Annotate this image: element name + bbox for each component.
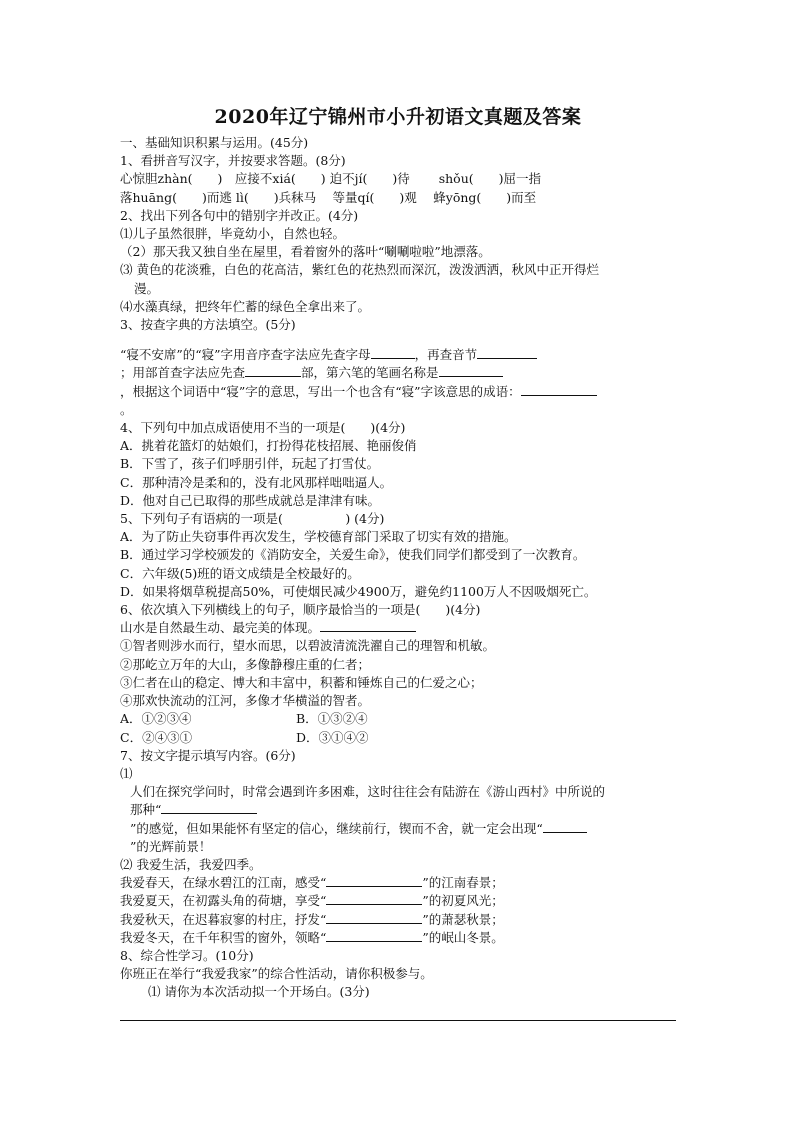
q5-option-b: B．通过学习学校颁发的《消防安全，关爱生命》，使我们同学们都受到了一次教育。 <box>120 547 586 563</box>
pinyin-line-1: 心惊胆zhàn( ) 应接不xiá( ) 迫不jí( )待 shǒu( )屈一指 <box>120 171 542 187</box>
q3-text: 部，第六笔的笔画名称是 <box>301 365 439 381</box>
q8-intro: 你班正在举行“我爱我家”的综合性活动，请你积极参与。 <box>120 966 433 982</box>
q7-text: ”的江南春景； <box>422 875 504 891</box>
q3-text: ，根据这个词语中“寝”字的意思，写出一个也含有“寝”字该意思的成语： <box>120 383 521 399</box>
q7-text: ”的初夏风光； <box>422 893 504 909</box>
q7-text: ”的感觉，但如果能怀有坚定的信心，继续前行，锲而不舍，就一定会出现“ <box>130 820 543 836</box>
q5-option-a: A．为了防止失窃事件再次发生，学校德育部门采取了切实有效的措施。 <box>120 529 517 545</box>
q3-line-3 <box>120 383 676 401</box>
q7-text: ”的岷山冬景。 <box>422 929 504 945</box>
q3-line-1 <box>120 346 676 364</box>
q5-option-d: D．如果将烟草税提高50%，可使烟民减少4900万，避免约1100万人不因吸烟死亡。 <box>120 583 597 599</box>
q4-option-a: A．挑着花篮灯的姑娘们，打扮得花枝招展、艳丽俊俏 <box>120 438 417 454</box>
q7-part-1-line-3 <box>120 820 676 838</box>
question-8-heading: 8、综合性学习。(10分) <box>120 947 254 963</box>
q6-sentence-3: ③仁者在山的稳定、博大和丰富中，积蓄和锤炼自己的仁爱之心； <box>120 674 483 690</box>
answer-blank[interactable] <box>371 346 415 359</box>
q7-text: 那种“ <box>130 802 162 818</box>
section-heading: 一、基础知识积累与运用。(45分) <box>120 135 309 150</box>
q6-sentence-4: ④那欢快流动的江河，多像才华横溢的智者。 <box>120 693 371 709</box>
answer-blank[interactable] <box>521 383 597 396</box>
question-7-heading: 7、按文字提示填写内容。(6分) <box>120 747 296 763</box>
answer-blank[interactable] <box>326 929 422 942</box>
q7-text: 我爱冬天，在千年积雪的窗外，领略“ <box>120 929 327 945</box>
q6-option-a: A．①②③④ <box>120 711 192 727</box>
q7-winter-line <box>120 929 676 947</box>
pinyin-line-2: 落huāng( )而逃 lì( )兵秣马 等量qí( )观 蜂yōng( )而至 <box>120 189 537 205</box>
question-3-heading: 3、按查字典的方法填空。(5分) <box>120 317 296 333</box>
q6-lead-text: 山水是自然最生动、最完美的体现。 <box>120 620 321 636</box>
answer-blank[interactable] <box>320 619 416 632</box>
spacer <box>120 334 676 346</box>
q6-options-row-2 <box>120 729 676 747</box>
q4-option-b: B．下雪了，孩子们呼朋引伴，玩起了打雪仗。 <box>120 456 380 472</box>
q7-text: 我爱夏天，在初露头角的荷塘，享受“ <box>120 893 327 909</box>
q6-option-d: D．③①④② <box>296 729 369 745</box>
q4-option-d: D．他对自己已取得的那些成就总是津津有味。 <box>120 492 381 508</box>
q7-text: 我爱秋天，在迟暮寂寥的村庄，抒发“ <box>120 911 327 927</box>
question-5-heading: 5、下列句子有语病的一项是( ) (4分) <box>120 511 385 527</box>
answer-blank[interactable] <box>326 911 422 924</box>
q8-subquestion-1: ⑴ 请你为本次活动拟一个开场白。(3分) <box>148 984 370 1000</box>
question-1-heading: 1、看拼音写汉字，并按要求答题。(8分) <box>120 153 346 169</box>
document-page <box>120 104 676 1021</box>
q2-item-3: ⑶ 黄色的花淡雅，白色的花高洁，紫红色的花热烈而深沉，泼泼洒洒，秋风中正开得烂 <box>120 262 599 278</box>
q7-spring-line <box>120 874 676 892</box>
q7-autumn-line <box>120 911 676 929</box>
question-2-heading: 2、找出下列各句中的错别字并改正。(4分) <box>120 207 359 223</box>
question-6-heading: 6、依次填入下列横线上的句子，顺序最恰当的一项是( )(4分) <box>120 602 481 618</box>
q6-option-c: C．②④③① <box>120 729 193 745</box>
q5-option-c: C．六年级(5)班的语文成绩是全校最好的。 <box>120 565 360 581</box>
q7-text: ”的萧瑟秋景； <box>422 911 504 927</box>
q6-sentence-2: ②那屹立万年的大山，多像静穆庄重的仁者； <box>120 656 371 672</box>
q2-item-1: ⑴儿子虽然很胖，毕竟幼小，自然也轻。 <box>120 226 346 242</box>
answer-blank[interactable] <box>245 364 301 377</box>
answer-blank[interactable] <box>326 892 422 905</box>
answer-blank[interactable] <box>326 874 422 887</box>
q7-part-2-heading: ⑵ 我爱生活，我爱四季。 <box>120 856 262 872</box>
q3-text: “寝不安席”的“寝”字用音序查字法应先查字母 <box>120 347 371 363</box>
q2-item-2: （2）那天我又独自坐在屋里，看着窗外的落叶“唰唰啦啦”地漂落。 <box>120 244 491 260</box>
answer-line[interactable] <box>120 1006 676 1021</box>
q3-line-4: 。 <box>120 401 133 417</box>
answer-blank[interactable] <box>439 364 503 377</box>
page-title: 2020年辽宁锦州市小升初语文真题及答案 <box>214 106 582 128</box>
q7-part-1-line-4: ”的光辉前景！ <box>130 838 212 854</box>
q6-options-row-1 <box>120 710 676 728</box>
answer-blank[interactable] <box>161 801 257 814</box>
q7-part-1-line-1: 人们在探究学问时，时常会遇到许多困难，这时往往会有陆游在《游山西村》中所说的 <box>130 784 606 800</box>
answer-blank[interactable] <box>543 820 587 833</box>
q3-text: ；用部首查字法应先查 <box>120 365 246 381</box>
q7-text: 我爱春天，在绿水碧江的江南，感受“ <box>120 875 327 891</box>
q6-option-b: B．①③②④ <box>296 711 368 727</box>
q6-lead <box>120 619 676 637</box>
q3-line-2 <box>120 364 676 382</box>
q7-part-1-line-2 <box>120 801 676 819</box>
q4-option-c: C．那种清冷是柔和的，没有北风那样咄咄逼人。 <box>120 474 393 490</box>
q7-part-1-number: ⑴ <box>120 765 133 781</box>
q2-item-4: ⑷水藻真绿，把终年伫蓄的绿色全拿出来了。 <box>120 298 371 314</box>
q2-item-3-cont: 漫。 <box>134 280 160 296</box>
question-4-heading: 4、下列句中加点成语使用不当的一项是( )(4分) <box>120 420 406 436</box>
q6-sentence-1: ①智者则涉水而行，望水而思，以碧波清流洗濯自己的理智和机敏。 <box>120 638 496 654</box>
q3-text: ，再查音节 <box>414 347 478 363</box>
q7-summer-line <box>120 892 676 910</box>
answer-blank[interactable] <box>477 346 537 359</box>
